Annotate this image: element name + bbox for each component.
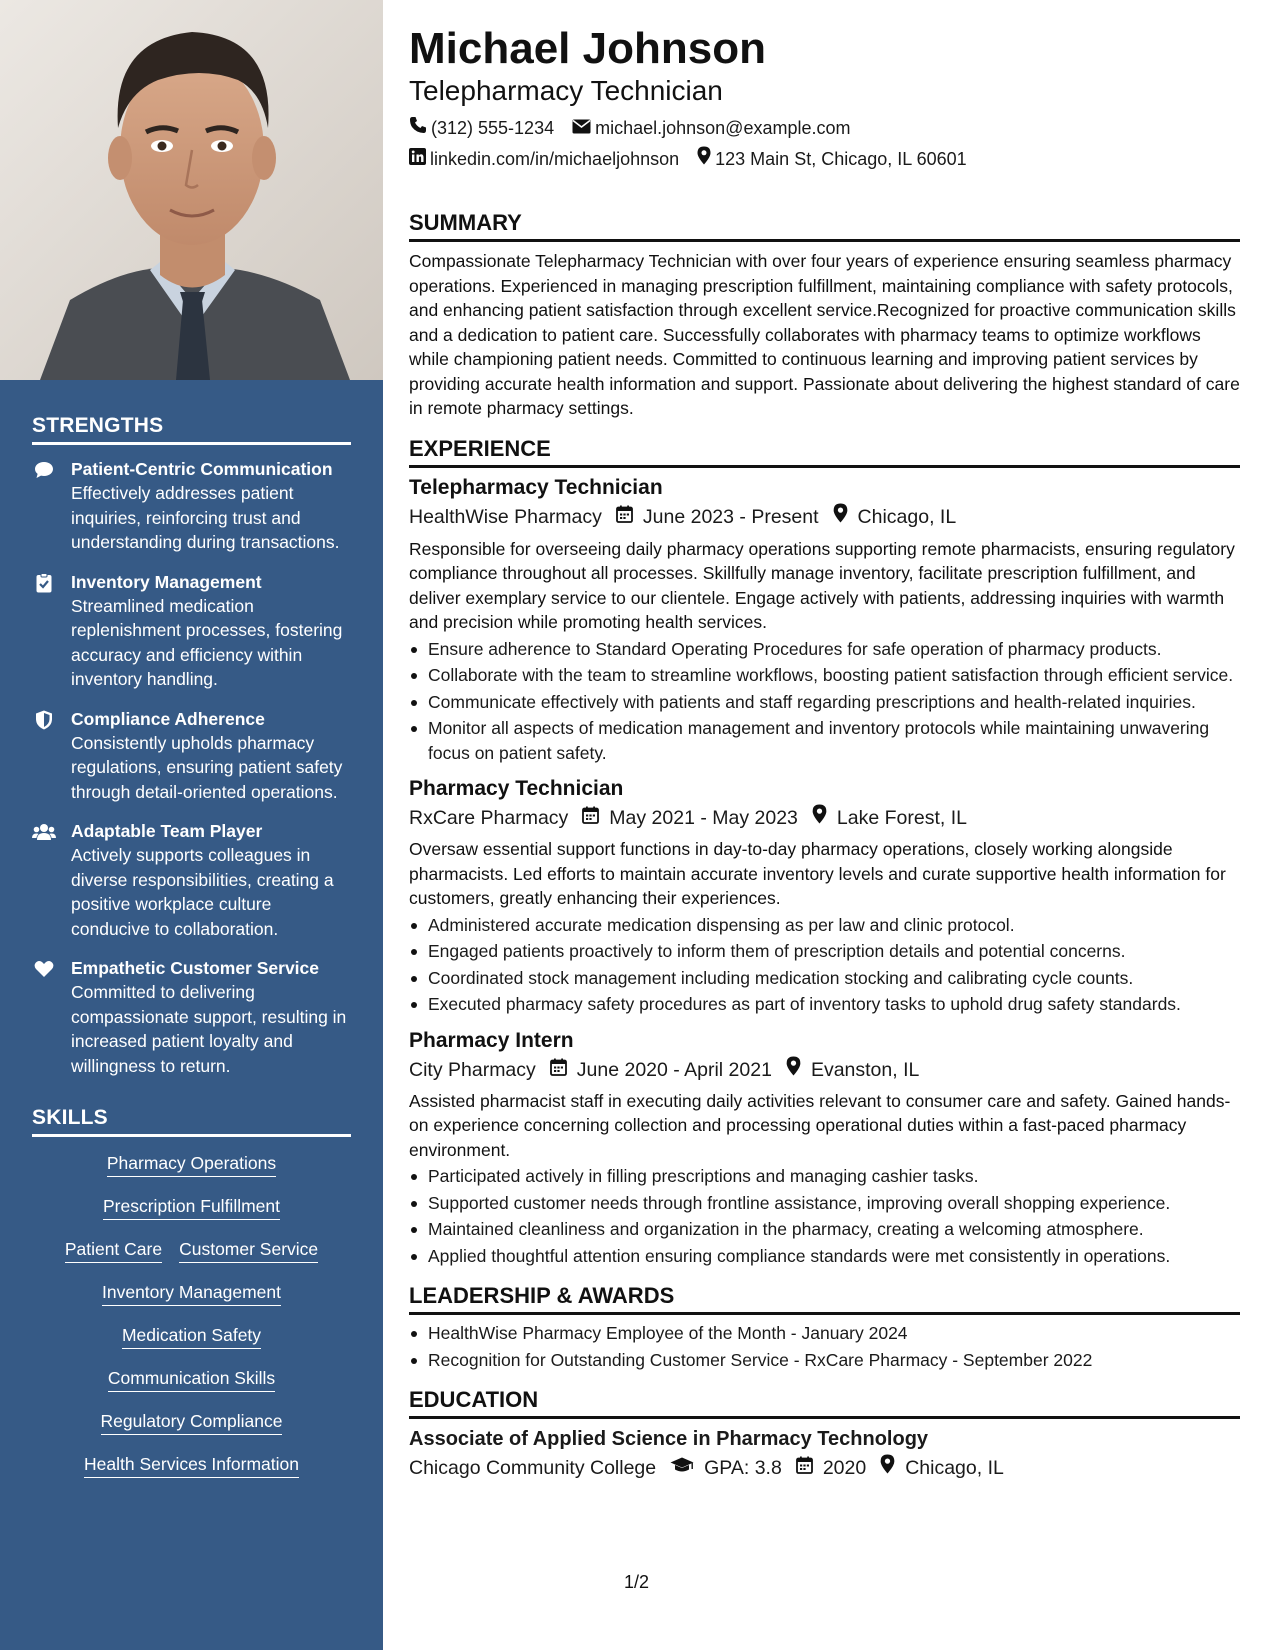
heart-icon <box>32 958 56 980</box>
list-item: Ensure adherence to Standard Operating Procedures for safe operation of pharmacy products. <box>409 637 1240 662</box>
map-pin-icon <box>697 146 715 171</box>
portrait-illustration <box>0 0 383 380</box>
main-content <box>409 0 1240 1482</box>
company-name: RxCare Pharmacy <box>409 807 569 829</box>
company-name: City Pharmacy <box>409 1058 536 1081</box>
list-item: Engaged patients proactively to inform them of prescription details and potential concerns. <box>409 939 1240 964</box>
job-dates: June 2023 - Present <box>642 505 819 528</box>
job-title: Telepharmacy Technician <box>409 475 663 499</box>
strength-item <box>32 819 351 941</box>
phone-contact <box>409 116 554 140</box>
contact-row <box>409 116 1240 140</box>
strength-description: Committed to delivering compassionate support, resulting in increased patient loyalty and willingness to return. <box>71 982 347 1076</box>
strengths-heading: STRENGTHS <box>32 380 351 445</box>
job-description: Assisted pharmacist staff in executing daily activities relevant to consumer care and safety. Gained hands-on experience concerning collection and processing operational duties within a fast-paced pharmacy environment. <box>409 1090 1231 1160</box>
strength-description: Actively supports colleagues in diverse responsibilities, creating a positive workplace culture conducive to collaboration. <box>71 845 334 939</box>
speech-bubble-icon <box>32 459 56 481</box>
list-item: Collaborate with the team to streamline workflows, boosting patient satisfaction through efficient service. <box>409 663 1240 688</box>
strength-title: Adaptable Team Player <box>71 821 263 841</box>
job-entry <box>409 1027 1240 1269</box>
skill-tag: Regulatory Compliance <box>101 1409 283 1435</box>
job-bullets <box>409 913 1240 1017</box>
phone-number: (312) 555-1234 <box>431 118 555 138</box>
address-contact <box>697 146 967 171</box>
contact-row-2 <box>409 146 1240 171</box>
strength-item <box>32 570 351 692</box>
education-heading: EDUCATION <box>409 1386 1240 1419</box>
candidate-name: Michael Johnson <box>409 24 766 73</box>
skill-tag: Pharmacy Operations <box>107 1151 276 1177</box>
calendar-icon <box>616 503 643 531</box>
strength-title: Patient-Centric Communication <box>71 459 333 479</box>
page-number: 1/2 <box>624 1572 650 1592</box>
job-meta <box>409 1056 1240 1084</box>
strengths-list <box>32 457 351 1078</box>
map-pin-icon <box>786 1056 811 1084</box>
job-meta <box>409 503 1240 531</box>
school-name: Chicago Community College <box>409 1457 657 1479</box>
email-contact[interactable] <box>572 116 850 140</box>
list-item: Applied thoughtful attention ensuring compliance standards were met consistently in operations. <box>409 1244 1240 1269</box>
list-item: HealthWise Pharmacy Employee of the Month - January 2024 <box>409 1321 1240 1346</box>
skill-tag: Medication Safety <box>122 1323 261 1349</box>
job-description: Responsible for overseeing daily pharmacy operations supporting remote pharmacists, ensuring regulatory compliance throughout all processes. Skillfully manage inventory, facilitate prescription fulfillment, and deliver exemplary service to our clientele. Engage actively with patients, addressing inquiries with warmth and precision while promoting health services. <box>409 538 1235 632</box>
linkedin-contact[interactable] <box>409 147 679 171</box>
strength-item <box>32 956 351 1078</box>
map-pin-icon <box>833 503 858 531</box>
skill-tag: Communication Skills <box>108 1366 275 1392</box>
calendar-icon <box>796 1454 823 1482</box>
job-title: Pharmacy Technician <box>409 777 624 800</box>
job-entry <box>409 775 1240 1017</box>
address-text: 123 Main St, Chicago, IL 60601 <box>715 148 967 169</box>
sidebar <box>0 0 383 1650</box>
job-meta <box>409 804 1240 832</box>
list-item: Monitor all aspects of medication management and inventory protocols while maintaining unwavering focus on patient safety. <box>409 716 1240 765</box>
list-item: Executed pharmacy safety procedures as part of inventory tasks to uphold drug safety standards. <box>409 992 1240 1017</box>
calendar-icon <box>550 1056 577 1084</box>
company-name: HealthWise Pharmacy <box>409 505 602 528</box>
graduation-year: 2020 <box>822 1457 867 1479</box>
strength-description: Effectively addresses patient inquiries, reinforcing trust and understanding during transactions. <box>71 483 340 552</box>
shield-icon <box>32 709 56 731</box>
clipboard-check-icon <box>32 572 56 594</box>
strength-item <box>32 457 351 555</box>
education-meta <box>409 1454 1240 1482</box>
summary-text: Compassionate Telepharmacy Technician with over four years of experience ensuring seamless pharmacy operations. Experienced in managing prescription fulfillment, maintaining compliance with safety protocols, and enhancing patient satisfaction through excellent service.Recognized for proactive communication skills and a dedication to patient care. Successfully collaborates with pharmacy teams to optimize workflows while championing patient needs. Committed to continuous learning and improving patient services by providing accurate health information and support. Passionate about delivering the highest standard of care in remote pharmacy settings. <box>409 251 1240 418</box>
skill-tag: Patient Care <box>65 1237 162 1263</box>
email-address[interactable]: michael.johnson@example.com <box>595 118 851 138</box>
linkedin-icon <box>409 147 430 171</box>
job-location: Chicago, IL <box>857 505 957 528</box>
list-item: Maintained cleanliness and organization in the pharmacy, creating a welcoming atmosphere. <box>409 1217 1240 1242</box>
calendar-icon <box>582 804 609 832</box>
strength-title: Inventory Management <box>71 571 262 592</box>
job-description: Oversaw essential support functions in day-to-day pharmacy operations, closely working alongside pharmacists. Led efforts to maintain accurate inventory levels and curate supportive health information for customers, greatly enhancing their experiences. <box>409 839 1226 908</box>
job-location: Lake Forest, IL <box>836 807 967 829</box>
users-icon <box>32 821 56 843</box>
job-location: Evanston, IL <box>810 1058 920 1081</box>
profile-photo <box>0 0 383 380</box>
strength-description: Consistently upholds pharmacy regulations, ensuring patient safety through detail-oriented operations. <box>71 732 343 802</box>
skill-tag: Health Services Information <box>84 1452 299 1478</box>
skill-tag: Customer Service <box>179 1237 318 1263</box>
job-dates: June 2020 - April 2021 <box>576 1058 772 1081</box>
job-bullets <box>409 1164 1240 1268</box>
skills-heading: SKILLS <box>32 1093 351 1137</box>
map-pin-icon <box>812 804 837 832</box>
phone-icon <box>409 116 431 140</box>
job-dates: May 2021 - May 2023 <box>609 807 798 829</box>
summary-heading: SUMMARY <box>409 209 1240 242</box>
linkedin-url[interactable]: linkedin.com/in/michaeljohnson <box>430 148 680 169</box>
envelope-icon <box>572 116 595 140</box>
strength-title: Compliance Adherence <box>71 708 265 729</box>
job-title: Pharmacy Intern <box>409 1028 574 1052</box>
strength-item <box>32 707 351 805</box>
awards-list <box>409 1321 1240 1372</box>
education-location: Chicago, IL <box>905 1457 1004 1479</box>
awards-heading: LEADERSHIP & AWARDS <box>409 1282 1240 1315</box>
list-item: Coordinated stock management including medication stocking and calibrating cycle counts. <box>409 966 1240 991</box>
gpa-text: GPA: 3.8 <box>704 1457 782 1479</box>
list-item: Administered accurate medication dispensing as per law and clinic protocol. <box>409 913 1240 938</box>
job-bullets <box>409 637 1240 766</box>
list-item: Recognition for Outstanding Customer Service - RxCare Pharmacy - September 2022 <box>409 1348 1240 1373</box>
skill-tag: Inventory Management <box>102 1280 281 1306</box>
strength-title: Empathetic Customer Service <box>71 958 320 978</box>
list-item: Participated actively in filling prescriptions and managing cashier tasks. <box>409 1164 1240 1189</box>
list-item: Communicate effectively with patients and staff regarding prescriptions and health-related inquiries. <box>409 690 1240 715</box>
skills-list <box>32 1151 351 1478</box>
job-entry <box>409 474 1240 766</box>
map-pin-icon <box>880 1454 905 1482</box>
list-item: Supported customer needs through frontline assistance, improving overall shopping experience. <box>409 1191 1240 1216</box>
candidate-title: Telepharmacy Technician <box>409 75 723 106</box>
graduation-cap-icon <box>670 1454 704 1482</box>
strength-description: Streamlined medication replenishment processes, fostering accuracy and efficiency within inventory handling. <box>71 595 343 689</box>
experience-heading: EXPERIENCE <box>409 435 1240 468</box>
skill-tag: Prescription Fulfillment <box>103 1194 280 1220</box>
degree-title: Associate of Applied Science in Pharmacy Technology <box>409 1428 929 1450</box>
